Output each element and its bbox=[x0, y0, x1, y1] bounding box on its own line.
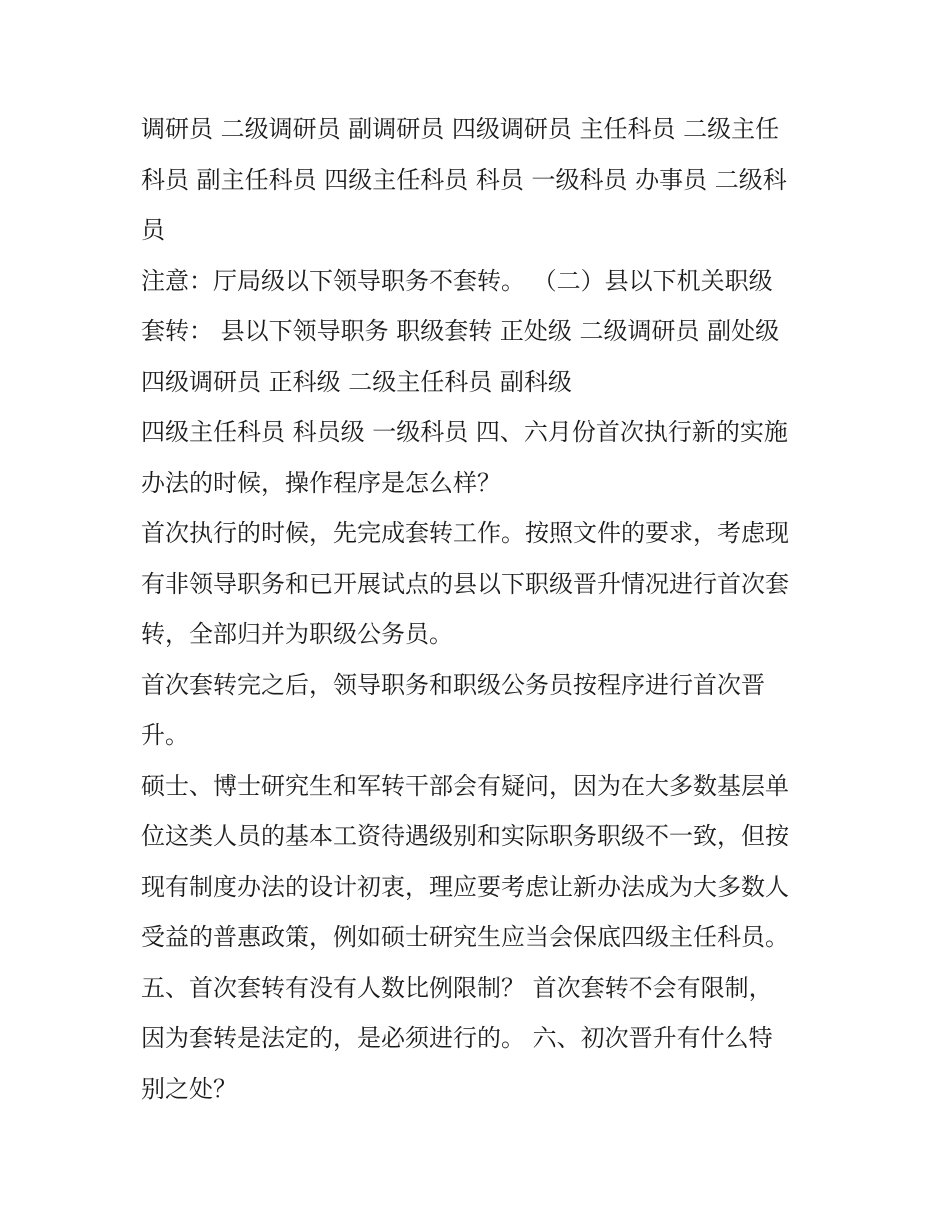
text-line: 科员 副主任科员 四级主任科员 科员 一级科员 办事员 二级科 bbox=[141, 165, 787, 194]
text-line: 受益的普惠政策，例如硕士研究生应当会保底四级主任科员。 bbox=[141, 923, 789, 951]
text-line: 转，全部归并为职级公务员。 bbox=[141, 620, 453, 648]
text-line: 有非领导职务和已开展试点的县以下职级晋升情况进行首次套 bbox=[141, 569, 789, 598]
text-line: 别之处？ bbox=[141, 1074, 237, 1103]
text-line: 调研员 二级调研员 副调研员 四级调研员 主任科员 二级主任 bbox=[141, 115, 780, 143]
text-line: 四级调研员 正科级 二级主任科员 副科级 bbox=[141, 367, 572, 396]
text-line: 硕士、博士研究生和军转干部会有疑问，因为在大多数基层单 bbox=[141, 771, 789, 800]
text-line: 员 bbox=[141, 216, 165, 244]
text-line: 因为套转是法定的，是必须进行的。 六、初次晋升有什么特 bbox=[141, 1024, 773, 1052]
text-line: 现有制度办法的设计初衷，理应要考虑让新办法成为大多数人 bbox=[141, 872, 789, 901]
text-line: 四级主任科员 科员级 一级科员 四、六月份首次执行新的实施 bbox=[141, 418, 788, 446]
text-line: 五、首次套转有没有人数比例限制？ 首次套转不会有限制， bbox=[141, 973, 773, 1002]
text-line: 首次执行的时候，先完成套转工作。按照文件的要求，考虑现 bbox=[141, 519, 789, 547]
text-line: 首次套转完之后，领导职务和职级公务员按程序进行首次晋 bbox=[141, 670, 765, 699]
text-line: 注意：厅局级以下领导职务不套转。 （二）县以下机关职级 bbox=[141, 266, 773, 295]
document-body bbox=[141, 104, 821, 1114]
text-line: 套转： 县以下领导职务 职级套转 正处级 二级调研员 副处级 bbox=[141, 317, 780, 345]
text-line: 办法的时候，操作程序是怎么样？ bbox=[141, 468, 501, 497]
text-line: 位这类人员的基本工资待遇级别和实际职务职级不一致，但按 bbox=[141, 822, 789, 850]
text-line: 升。 bbox=[141, 721, 189, 749]
